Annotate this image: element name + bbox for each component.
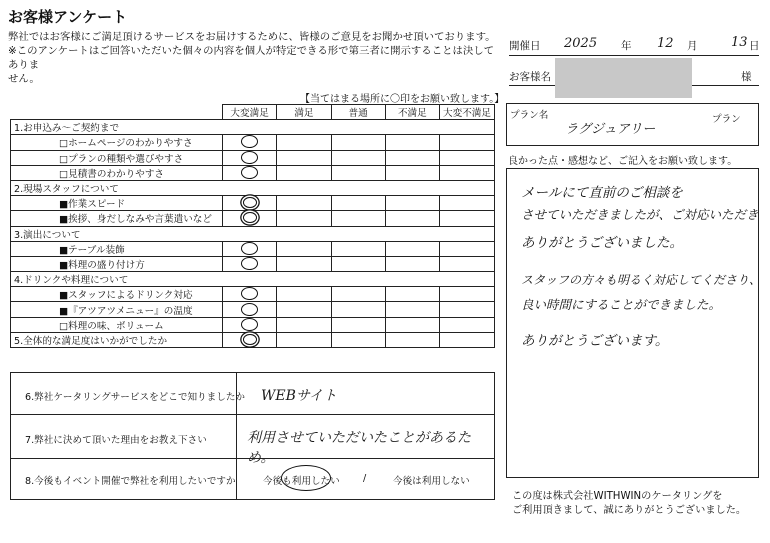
rating-cell[interactable] <box>331 135 385 150</box>
comment-line: ありがとうございます。 <box>521 333 669 349</box>
comment-line: スタッフの方々も明るく対応してくださり、 <box>521 273 762 287</box>
rating-cell[interactable] <box>331 317 385 332</box>
rating-cell[interactable] <box>331 196 385 211</box>
rating-cell[interactable] <box>385 256 439 271</box>
rating-cell[interactable] <box>385 332 439 347</box>
circle-mark <box>243 212 257 223</box>
category-presentation: 3.演出について <box>11 226 495 241</box>
closing-line-2: ご利用頂きまして、誠にありがとうございました。 <box>512 505 747 516</box>
rating-cell[interactable] <box>385 150 439 165</box>
question-food-taste: □料理の味、ボリューム <box>11 317 223 332</box>
satisfaction-table <box>10 104 495 348</box>
rating-cell[interactable] <box>331 287 385 302</box>
rating-cell[interactable] <box>331 256 385 271</box>
rating-cell[interactable] <box>222 317 276 332</box>
question-7-answer[interactable]: 利用させていただいたことがあるため。 <box>247 430 471 466</box>
intro-text <box>8 30 498 86</box>
question-estimate: □見積書のわかりやすさ <box>11 165 223 180</box>
plan-value: ラグジュアリー <box>565 122 656 137</box>
rating-cell[interactable] <box>440 317 495 332</box>
rating-cell[interactable] <box>222 287 276 302</box>
question-overall: 5.全体的な満足度はいかがでしたか <box>11 332 223 347</box>
circle-mark <box>241 242 258 255</box>
rating-cell[interactable] <box>331 150 385 165</box>
circle-mark <box>241 257 258 270</box>
rating-cell[interactable] <box>277 165 331 180</box>
rating-cell[interactable] <box>277 196 331 211</box>
plan-name-box[interactable] <box>506 103 759 146</box>
rating-cell[interactable] <box>385 196 439 211</box>
rating-cell[interactable] <box>222 165 276 180</box>
rating-cell[interactable] <box>440 150 495 165</box>
customer-label: お客様名 <box>509 71 551 83</box>
rating-cell[interactable] <box>385 302 439 317</box>
rating-cell[interactable] <box>277 332 331 347</box>
rating-cell[interactable] <box>385 317 439 332</box>
comment-line: させていただきましたが、ご対応いただき <box>521 207 759 222</box>
question-8-row <box>11 459 494 499</box>
comment-line: 良い時間にすることができました。 <box>521 297 722 312</box>
header-neutral: 普通 <box>331 105 385 120</box>
intro-line-3: せん。 <box>8 73 40 85</box>
question-hot-menu-temperature: ■『アツアツメニュー』の温度 <box>11 302 223 317</box>
circle-mark <box>241 318 258 331</box>
rating-cell[interactable] <box>222 241 276 256</box>
rating-cell[interactable] <box>440 165 495 180</box>
closing-line-1: この度は株式会社WITHWINのケータリングを <box>512 491 723 502</box>
question-6-row <box>11 373 494 415</box>
closing-message <box>512 490 746 518</box>
category-application: 1.お申込み～ご契約まで <box>11 120 495 135</box>
circle-mark <box>241 166 258 179</box>
question-8-label: 8.今後もイベント開催で弊社を利用したいですか <box>25 476 236 487</box>
comment-line: ありがとうございました。 <box>521 235 683 251</box>
rating-cell[interactable] <box>222 135 276 150</box>
rating-cell[interactable] <box>222 196 276 211</box>
rating-cell[interactable] <box>277 135 331 150</box>
circle-mark <box>281 465 331 491</box>
rating-cell[interactable] <box>331 241 385 256</box>
rating-cell[interactable] <box>277 150 331 165</box>
plan-label: プラン名 <box>510 110 549 121</box>
page-title: お客様アンケート <box>8 8 128 26</box>
question-7-row <box>11 415 494 466</box>
rating-cell[interactable] <box>331 211 385 226</box>
question-6-answer[interactable]: WEBサイト <box>261 388 337 404</box>
comments-box[interactable] <box>506 168 762 478</box>
customer-suffix: 様 <box>741 71 752 83</box>
question-food-plating: ■料理の盛り付け方 <box>11 256 223 271</box>
circle-mark <box>241 303 258 316</box>
question-work-speed: ■作業スピード <box>11 196 223 211</box>
rating-cell[interactable] <box>222 302 276 317</box>
date-day: 13 <box>731 35 748 50</box>
intro-line-1: 弊社ではお客様にご満足頂けるサービスをお届けするために、皆様のご意見をお聞かせ頂いております。 <box>8 31 496 43</box>
rating-cell[interactable] <box>277 302 331 317</box>
date-month: 12 <box>657 36 674 51</box>
header-very-dissatisfied: 大変不満足 <box>440 105 495 120</box>
category-staff: 2.現場スタッフについて <box>11 180 495 195</box>
question-7-label: 7.弊社に決めて頂いた理由をお教え下さい <box>25 435 207 446</box>
header-satisfied: 満足 <box>277 105 331 120</box>
rating-cell[interactable] <box>277 241 331 256</box>
year-unit: 年 <box>621 40 632 52</box>
rating-cell[interactable] <box>331 302 385 317</box>
rating-cell[interactable] <box>440 302 495 317</box>
rating-cell[interactable] <box>440 135 495 150</box>
rating-cell[interactable] <box>277 317 331 332</box>
month-unit: 月 <box>687 40 698 52</box>
option-not-use[interactable]: 今後は利用しない <box>393 476 470 487</box>
circle-mark <box>241 151 258 164</box>
rating-cell[interactable] <box>385 135 439 150</box>
question-plan-types: □プランの種類や選びやすさ <box>11 150 223 165</box>
rating-cell[interactable] <box>222 332 276 347</box>
rating-cell[interactable] <box>385 241 439 256</box>
header-dissatisfied: 不満足 <box>385 105 439 120</box>
circle-mark <box>241 287 258 300</box>
date-year: 2025 <box>564 36 598 51</box>
rating-cell[interactable] <box>222 150 276 165</box>
rating-cell[interactable] <box>222 256 276 271</box>
question-6-label: 6.弊社ケータリングサービスをどこで知りましたか <box>25 392 246 403</box>
open-questions-box <box>10 372 495 500</box>
comments-title: 良かった点・感想など、ご記入をお願い致します。 <box>508 156 738 167</box>
rating-cell[interactable] <box>222 211 276 226</box>
intro-line-2: ※このアンケートはご回答いただいた個々の内容を個人が特定できる形で第三者に開示することは決してありま <box>8 45 495 71</box>
rating-cell[interactable] <box>385 165 439 180</box>
redacted-name <box>555 58 692 98</box>
day-unit: 日 <box>749 40 760 52</box>
option-separator: / <box>363 473 367 484</box>
rating-cell[interactable] <box>385 211 439 226</box>
question-homepage: □ホームページのわかりやすさ <box>11 135 223 150</box>
question-table-decoration: ■テーブル装飾 <box>11 241 223 256</box>
rating-cell[interactable] <box>440 256 495 271</box>
rating-cell[interactable] <box>277 211 331 226</box>
question-manners: ■挨拶、身だしなみや言葉遣いなど <box>11 211 223 226</box>
circle-mark <box>243 197 257 208</box>
comment-line: メールにて直前のご相談を <box>521 185 683 201</box>
question-drink-service: ■スタッフによるドリンク対応 <box>11 287 223 302</box>
header-blank <box>11 105 223 120</box>
rating-cell[interactable] <box>440 196 495 211</box>
rating-cell[interactable] <box>331 332 385 347</box>
rating-cell[interactable] <box>440 332 495 347</box>
option-continue-use[interactable]: 今後も利用したい <box>263 476 340 487</box>
rating-cell[interactable] <box>440 287 495 302</box>
rating-cell[interactable] <box>440 241 495 256</box>
header-very-satisfied: 大変満足 <box>222 105 276 120</box>
date-label: 開催日 <box>509 40 541 52</box>
category-drinks-food: 4.ドリンクや料理について <box>11 272 495 287</box>
plan-suffix: プラン <box>712 114 741 125</box>
circle-mark <box>243 334 257 345</box>
circle-mark <box>241 135 258 148</box>
rating-cell[interactable] <box>277 256 331 271</box>
event-date-field[interactable] <box>509 36 759 56</box>
rating-cell[interactable] <box>277 287 331 302</box>
rating-cell[interactable] <box>331 165 385 180</box>
mark-instruction: 【当てはまる場所に〇印をお願い致します。】 <box>300 94 505 105</box>
rating-cell[interactable] <box>440 211 495 226</box>
rating-cell[interactable] <box>385 287 439 302</box>
